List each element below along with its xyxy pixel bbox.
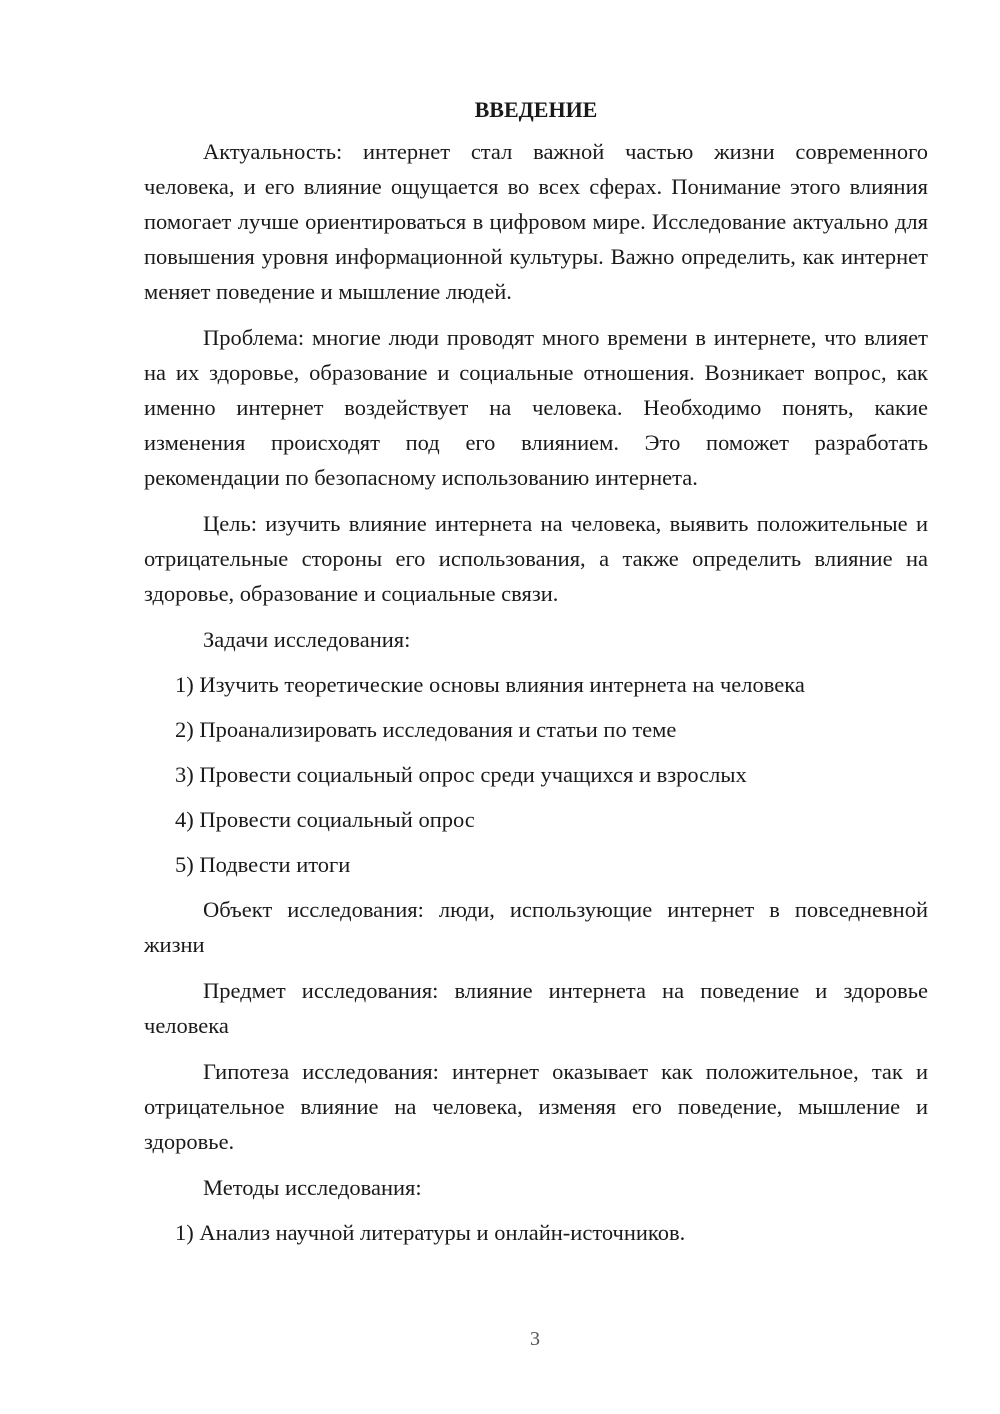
methods-heading: Методы исследования:	[203, 1175, 422, 1200]
method-item: 1) Анализ научной литературы и онлайн-источников.	[175, 1220, 686, 1245]
goal-paragraph: Цель: изучить влияние интернета на человека, выявить положительные и отрицательные стороны его использования, а также определить влияние на здоровье, образование и социальные связи.	[144, 511, 928, 606]
problem-paragraph: Проблема: многие люди проводят много времени в интернете, что влияет на их здоровье, образование и социальные отношения. Возникает вопрос, как именно интернет воздействует на человека. Необходимо понять, какие изменения происходят под его влиянием. Это поможет разработать рекомендации по безопасному использованию интернета.	[144, 325, 928, 490]
task-item: 3) Провести социальный опрос среди учащихся и взрослых	[175, 762, 747, 787]
task-item: 4) Провести социальный опрос	[175, 807, 475, 832]
object-paragraph: Объект исследования: люди, использующие интернет в повседневной жизни	[144, 897, 928, 957]
section-title: ВВЕДЕНИЕ	[474, 97, 598, 122]
relevance-paragraph: Актуальность: интернет стал важной частью жизни современного человека, и его влияние ощущается во всех сферах. Понимание этого влияния помогает лучше ориентироваться в цифровом мире. Исследование актуально для повышения уровня информационной культуры. Важно определить, как интернет меняет поведение и мышление людей.	[144, 139, 928, 304]
task-item: 5) Подвести итоги	[175, 852, 351, 877]
hypothesis-paragraph: Гипотеза исследования: интернет оказывает как положительное, так и отрицательное влияние на человека, изменяя его поведение, мышление и здоровье.	[144, 1059, 928, 1154]
page-number: 3	[530, 1328, 540, 1350]
document-page	[144, 92, 928, 1260]
task-item: 2) Проанализировать исследования и статьи по теме	[175, 717, 677, 742]
subject-paragraph: Предмет исследования: влияние интернета на поведение и здоровье человека	[144, 978, 928, 1038]
task-item: 1) Изучить теоретические основы влияния интернета на человека	[175, 672, 805, 697]
tasks-heading: Задачи исследования:	[203, 627, 411, 652]
